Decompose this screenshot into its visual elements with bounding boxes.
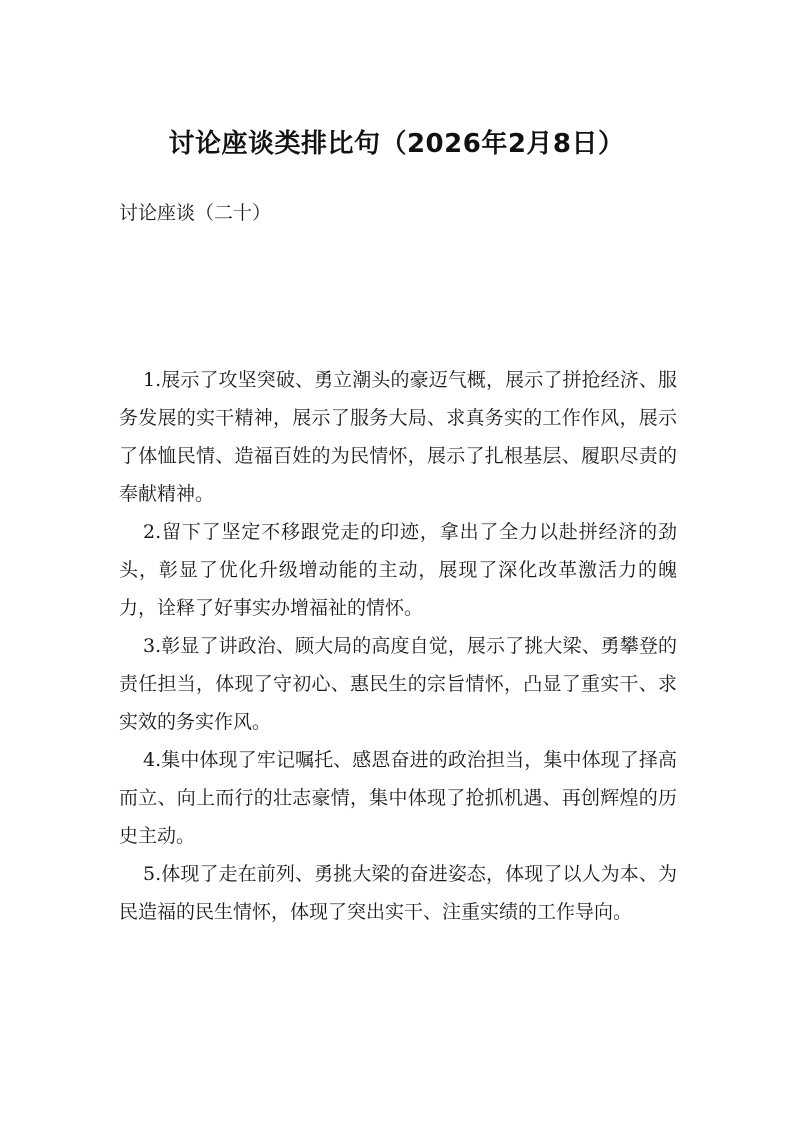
document-body [119, 361, 677, 931]
paragraph-2: 2.留下了坚定不移跟党走的印迹，拿出了全力以赴拼经济的劲头，彰显了优化升级增动能的主动，展现了深化改革激活力的魄力，诠释了好事实办增福祉的情怀。 [119, 521, 677, 619]
paragraph-4: 4.集中体现了牢记嘱托、感恩奋进的政治担当，集中体现了择高而立、向上而行的壮志豪情，集中体现了抢抓机遇、再创辉煌的历史主动。 [119, 749, 677, 847]
paragraph-5: 5.体现了走在前列、勇挑大梁的奋进姿态，体现了以人为本、为民造福的民生情怀，体现了突出实干、注重实绩的工作导向。 [119, 863, 677, 923]
paragraph-1: 1.展示了攻坚突破、勇立潮头的豪迈气概，展示了拼抢经济、服务发展的实干精神，展示了服务大局、求真务实的工作作风，展示了体恤民情、造福百姓的为民情怀，展示了扎根基层、履职尽责的奉献精神。 [119, 369, 677, 505]
paragraph-3: 3.彰显了讲政治、顾大局的高度自觉，展示了挑大梁、勇攀登的责任担当，体现了守初心、惠民生的宗旨情怀，凸显了重实干、求实效的务实作风。 [119, 635, 677, 733]
document-subtitle: 讨论座谈（二十） [119, 202, 272, 224]
document-title: 讨论座谈类排比句（2026年2月8日） [168, 129, 625, 159]
